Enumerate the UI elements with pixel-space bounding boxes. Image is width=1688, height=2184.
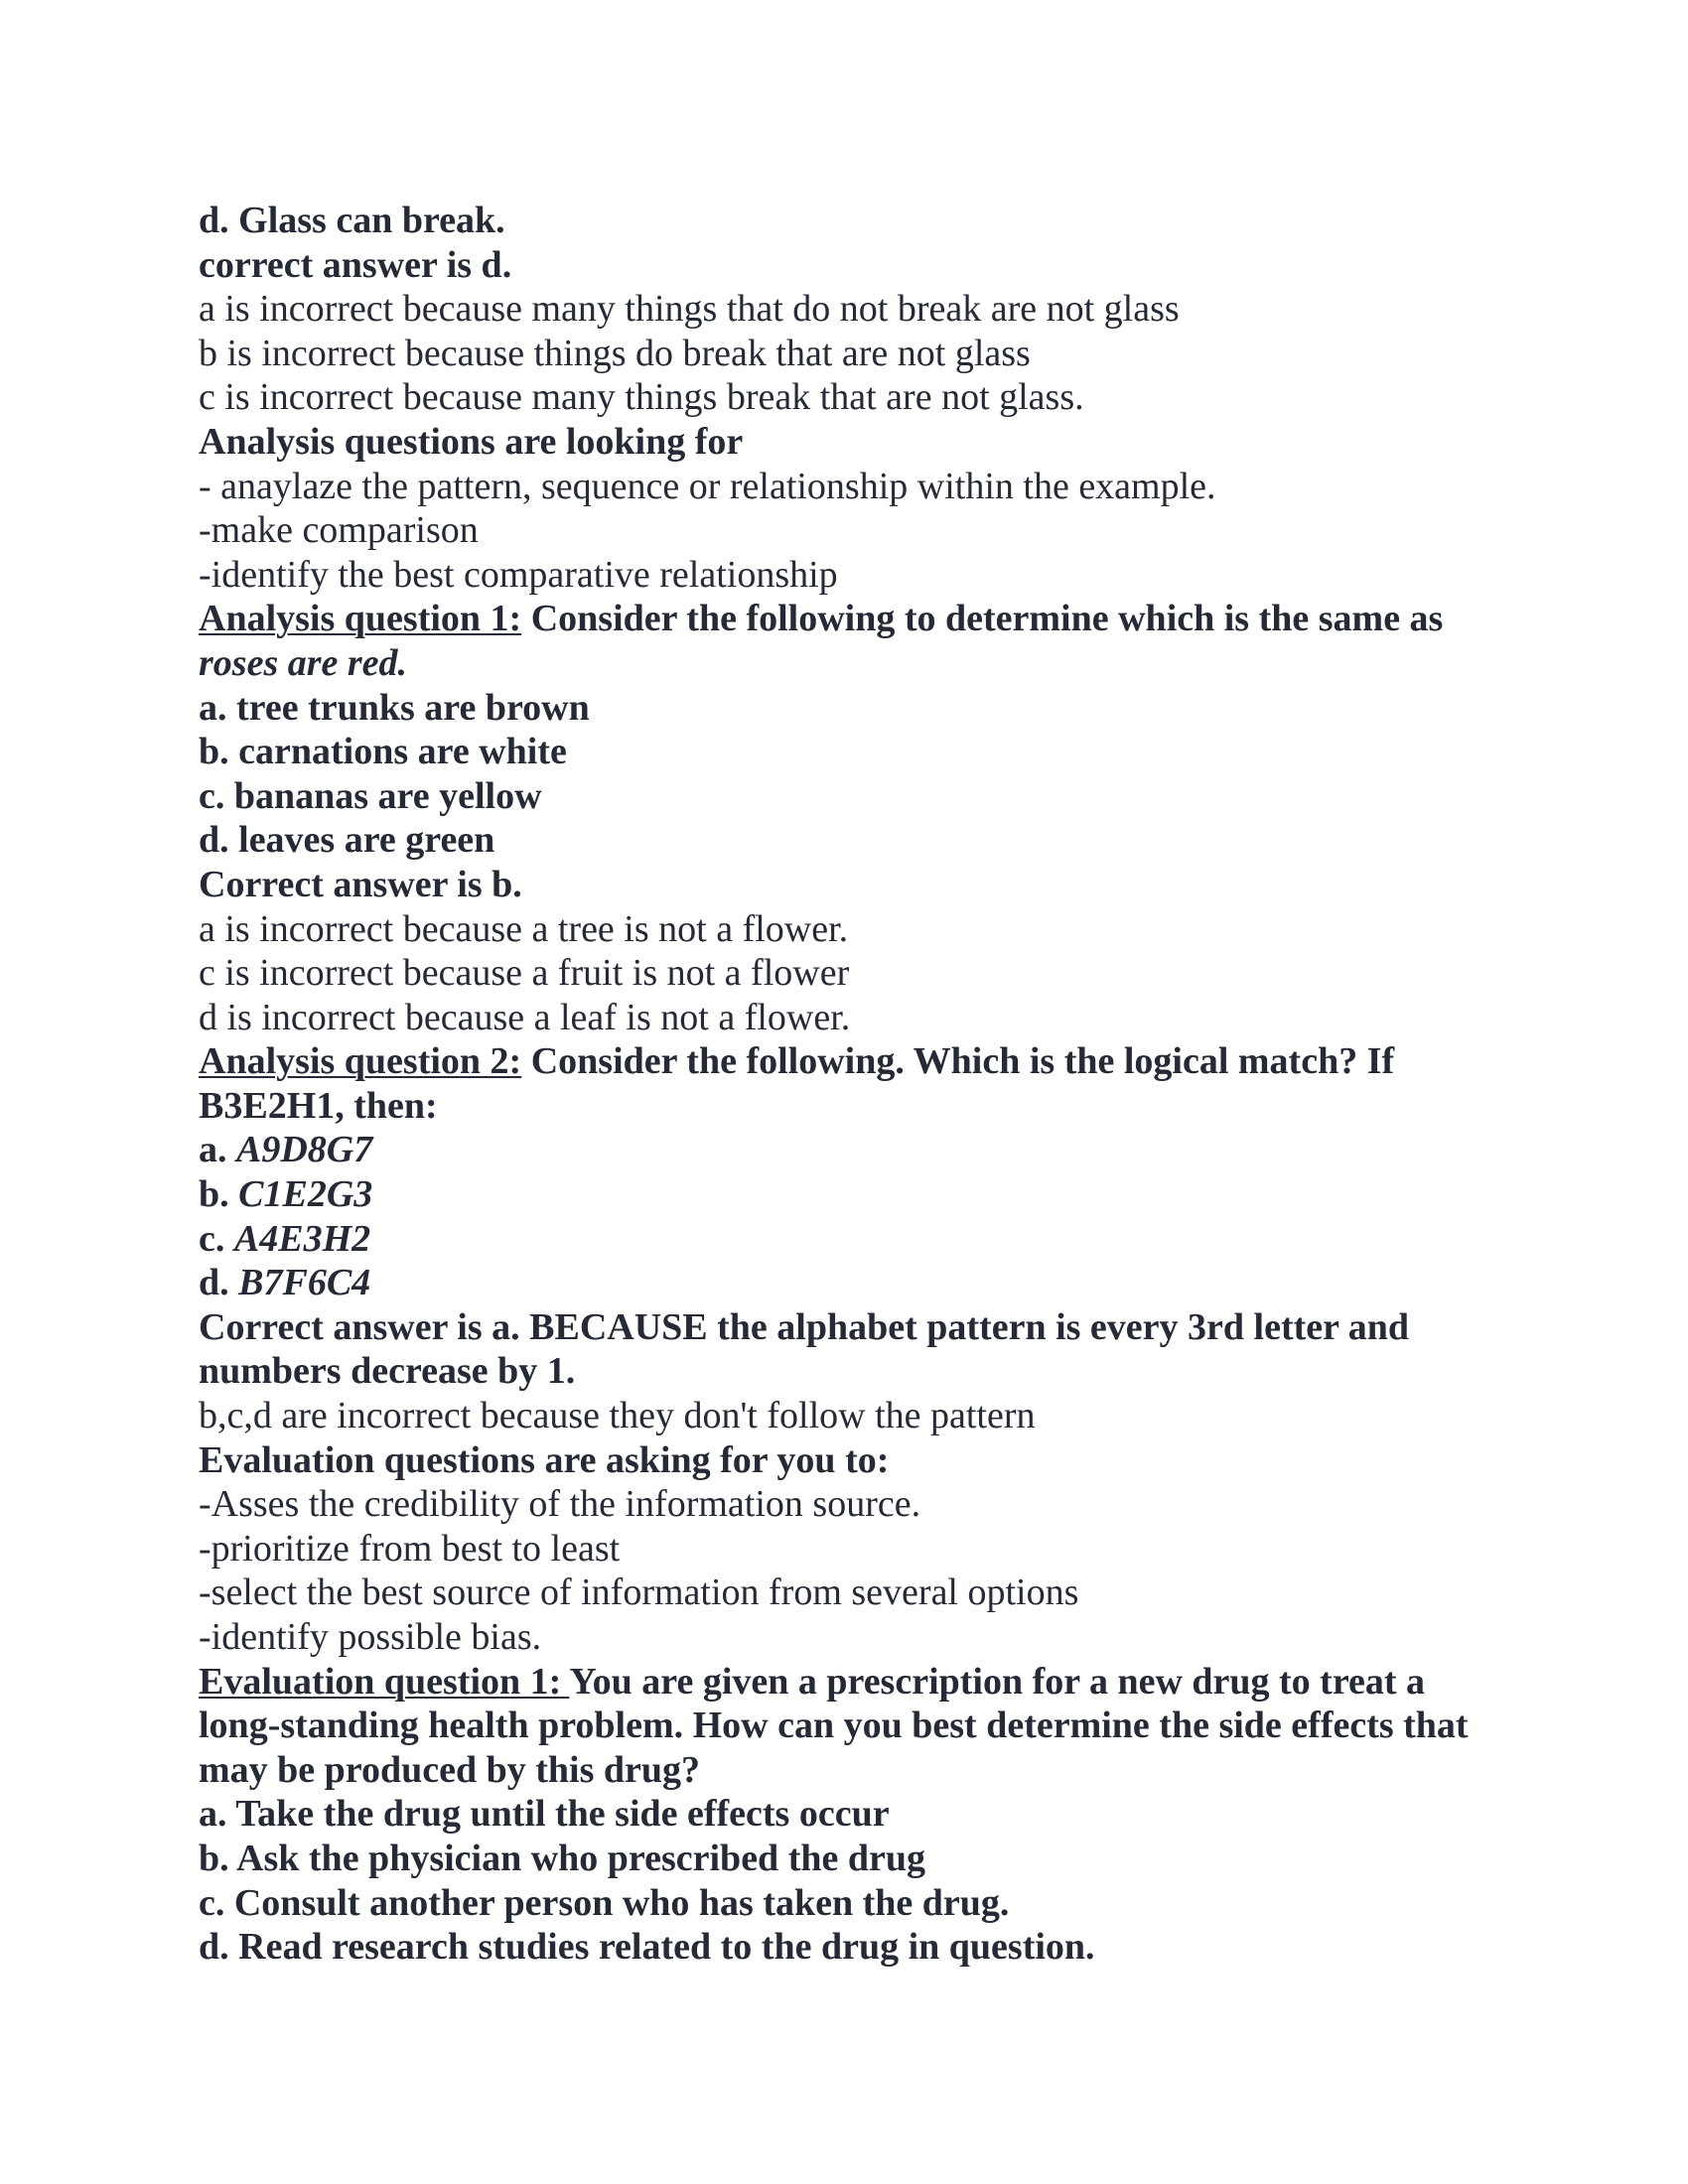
option-d-glass: d. Glass can break.	[199, 200, 505, 241]
explanation-line: d is incorrect because a leaf is not a flower.	[199, 996, 851, 1038]
evaluation-q1-label: Evaluation question 1:	[199, 1660, 570, 1703]
analysis-q2-correct: Correct answer is a. BECAUSE the alphabet pattern is every 3rd letter and numbers decrease by 1.	[199, 1305, 1410, 1393]
answer-option	[199, 1217, 1509, 1262]
option-value: A4E3H2	[233, 1217, 371, 1260]
analysis-point: -identify the best comparative relationship	[199, 553, 838, 596]
explanation-line: b,c,d are incorrect because they don't follow the pattern	[199, 1395, 1036, 1437]
answer-option: b. Ask the physician who prescribed the drug	[199, 1837, 925, 1879]
evaluation-point: -Asses the credibility of the information source.	[199, 1483, 921, 1526]
answer-option: d. leaves are green	[199, 819, 495, 862]
answer-option	[199, 1128, 1509, 1172]
analysis-q1-correct: Correct answer is b.	[199, 863, 522, 905]
option-letter: c.	[199, 1217, 234, 1260]
explanation-line: c is incorrect because a fruit is not a flower	[199, 952, 850, 995]
evaluation-point: -select the best source of information from several options	[199, 1571, 1079, 1614]
explanation-line: c is incorrect because many things break that are not glass.	[199, 376, 1084, 419]
correct-answer-intro: correct answer is d.	[199, 243, 512, 286]
evaluation-q1-prompt: You are given a prescription for a new drug to treat a long-standing health problem. How can you best determine the side effects that may be produced by this drug?	[199, 1660, 1469, 1791]
evaluation-point: -prioritize from best to least	[199, 1527, 621, 1570]
evaluation-heading: Evaluation questions are asking for you to:	[199, 1438, 890, 1481]
analysis-point: -make comparison	[199, 509, 479, 552]
option-letter: b.	[199, 1173, 239, 1216]
explanation-line: a is incorrect because many things that do not break are not glass	[199, 288, 1180, 331]
answer-option: a. Take the drug until the side effects occur	[199, 1793, 890, 1836]
answer-option	[199, 1261, 1509, 1305]
document-page	[199, 199, 1509, 1970]
option-letter: a.	[199, 1129, 236, 1171]
answer-option: c. bananas are yellow	[199, 774, 542, 817]
analysis-q1-label: Analysis question 1:	[199, 598, 522, 640]
analysis-q2-label: Analysis question 2:	[199, 1040, 522, 1083]
analysis-question-1	[199, 597, 1509, 685]
evaluation-point: -identify possible bias.	[199, 1616, 542, 1658]
analysis-heading: Analysis questions are looking for	[199, 420, 744, 463]
answer-option: a. tree trunks are brown	[199, 686, 590, 729]
answer-option: b. carnations are white	[199, 731, 567, 773]
explanation-line: b is incorrect because things do break that are not glass	[199, 332, 1031, 374]
analysis-point: - anaylaze the pattern, sequence or relationship within the example.	[199, 465, 1216, 507]
option-value: C1E2G3	[238, 1173, 373, 1216]
answer-option: c. Consult another person who has taken the drug.	[199, 1881, 1010, 1924]
answer-option: d. Read research studies related to the drug in question.	[199, 1926, 1095, 1969]
option-letter: d.	[199, 1262, 239, 1304]
option-value: B7F6C4	[238, 1262, 371, 1304]
analysis-question-2	[199, 1039, 1509, 1128]
analysis-q2-prompt: Consider the following. Which is the logical match? If B3E2H1, then:	[199, 1040, 1395, 1127]
analysis-q1-prompt-italic: roses are red.	[199, 641, 408, 684]
explanation-line: a is incorrect because a tree is not a flower.	[199, 907, 849, 950]
option-value: A9D8G7	[236, 1129, 373, 1171]
answer-option	[199, 1172, 1509, 1217]
evaluation-question-1	[199, 1660, 1509, 1793]
analysis-q1-prompt: Consider the following to determine which is the same as	[521, 598, 1444, 640]
